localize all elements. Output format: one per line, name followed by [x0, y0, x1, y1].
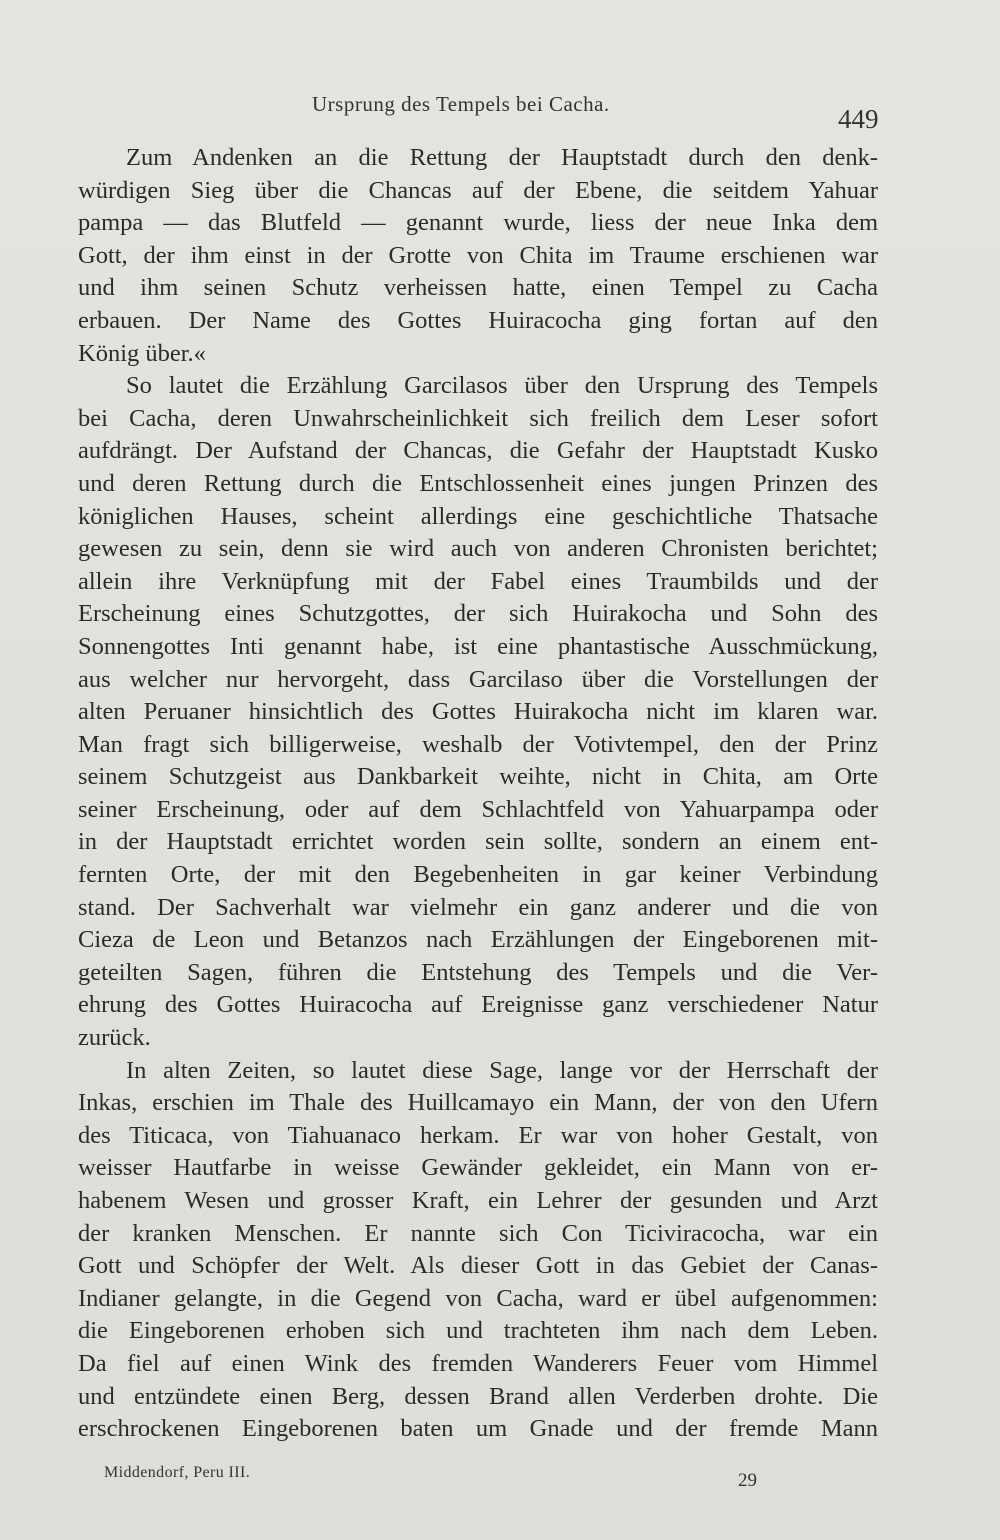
- text-line: Cieza de Leon und Betanzos nach Erzählungen der Eingeborenen mit-: [78, 926, 878, 954]
- text-line: ehrung des Gottes Huiracocha auf Ereignisse ganz verschiedener Natur: [78, 991, 878, 1019]
- text-line: aufdrängt. Der Aufstand der Chancas, die Gefahr der Hauptstadt Kusko: [78, 437, 878, 465]
- text-line: seiner Erscheinung, oder auf dem Schlachtfeld von Yahuarpampa oder: [78, 795, 878, 823]
- body-text: [78, 142, 878, 1446]
- footer-signature: Middendorf, Peru III.: [104, 1464, 251, 1481]
- text-line: bei Cacha, deren Unwahrscheinlichkeit sich freilich dem Leser sofort: [78, 404, 878, 432]
- text-line: erschrockenen Eingeborenen baten um Gnade und der fremde Mann: [78, 1415, 878, 1443]
- text-line: Erscheinung eines Schutzgottes, der sich Huirakocha und Sohn des: [78, 600, 878, 628]
- text-line: Sonnengottes Inti genannt habe, ist eine phantastische Ausschmückung,: [78, 632, 878, 660]
- text-line: aus welcher nur hervorgeht, dass Garcilaso über die Vorstellungen der: [78, 665, 878, 693]
- text-line: seinem Schutzgeist aus Dankbarkeit weihte, nicht in Chita, am Orte: [78, 763, 878, 791]
- text-line: würdigen Sieg über die Chancas auf der Ebene, die seitdem Yahuar: [78, 176, 878, 204]
- text-line: König über.«: [78, 339, 206, 367]
- text-line: die Eingeborenen erhoben sich und trachteten ihm nach dem Leben.: [78, 1317, 878, 1345]
- text-line: So lautet die Erzählung Garcilasos über den Ursprung des Tempels: [126, 372, 878, 400]
- text-line: Gott und Schöpfer der Welt. Als dieser Gott in das Gebiet der Canas-: [78, 1252, 878, 1280]
- text-line: der kranken Menschen. Er nannte sich Con Ticiviracocha, war ein: [78, 1219, 878, 1247]
- text-line: geteilten Sagen, führen die Entstehung des Tempels und die Ver-: [78, 958, 878, 986]
- text-line: gewesen zu sein, denn sie wird auch von anderen Chronisten berichtet;: [78, 535, 878, 563]
- text-line: In alten Zeiten, so lautet diese Sage, lange vor der Herrschaft der: [126, 1056, 878, 1084]
- text-line: fernten Orte, der mit den Begebenheiten in gar keiner Verbindung: [78, 861, 878, 889]
- footer-sheet-number: 29: [738, 1470, 757, 1491]
- page-number: 449: [838, 104, 879, 134]
- text-line: Man fragt sich billigerweise, weshalb der Votivtempel, den der Prinz: [78, 730, 878, 758]
- text-line: und entzündete einen Berg, dessen Brand allen Verderben drohte. Die: [78, 1382, 878, 1410]
- text-line: Zum Andenken an die Rettung der Hauptstadt durch den denk-: [126, 144, 878, 171]
- text-line: erbauen. Der Name des Gottes Huiracocha ging fortan auf den: [78, 306, 878, 334]
- text-line: königlichen Hauses, scheint allerdings eine geschichtliche Thatsache: [78, 502, 878, 530]
- text-line: Inkas, erschien im Thale des Huillcamayo ein Mann, der von den Ufern: [78, 1089, 878, 1117]
- text-line: und deren Rettung durch die Entschlossenheit eines jungen Prinzen des: [78, 469, 878, 497]
- text-line: weisser Hautfarbe in weisse Gewänder gekleidet, ein Mann von er-: [78, 1154, 878, 1182]
- text-line: Indianer gelangte, in die Gegend von Cacha, ward er übel aufgenommen:: [78, 1284, 878, 1312]
- text-line: des Titicaca, von Tiahuanaco herkam. Er war von hoher Gestalt, von: [78, 1121, 878, 1149]
- text-line: pampa — das Blutfeld — genannt wurde, liess der neue Inka dem: [78, 209, 878, 237]
- text-line: alten Peruaner hinsichtlich des Gottes Huirakocha nicht im klaren war.: [78, 698, 878, 726]
- text-line: zurück.: [78, 1024, 151, 1052]
- text-line: Gott, der ihm einst in der Grotte von Chita im Traume erschienen war: [78, 241, 878, 269]
- text-line: und ihm seinen Schutz verheissen hatte, einen Tempel zu Cacha: [78, 274, 878, 302]
- text-line: habenem Wesen und grosser Kraft, ein Lehrer der gesunden und Arzt: [78, 1187, 878, 1214]
- text-line: allein ihre Verknüpfung mit der Fabel eines Traumbilds und der: [78, 567, 878, 595]
- running-head: Ursprung des Tempels bei Cacha.: [312, 92, 610, 116]
- text-line: stand. Der Sachverhalt war vielmehr ein ganz anderer und die von: [78, 893, 878, 921]
- text-line: Da fiel auf einen Wink des fremden Wanderers Feuer vom Himmel: [78, 1349, 878, 1377]
- text-line: in der Hauptstadt errichtet worden sein sollte, sondern an einem ent-: [78, 828, 878, 856]
